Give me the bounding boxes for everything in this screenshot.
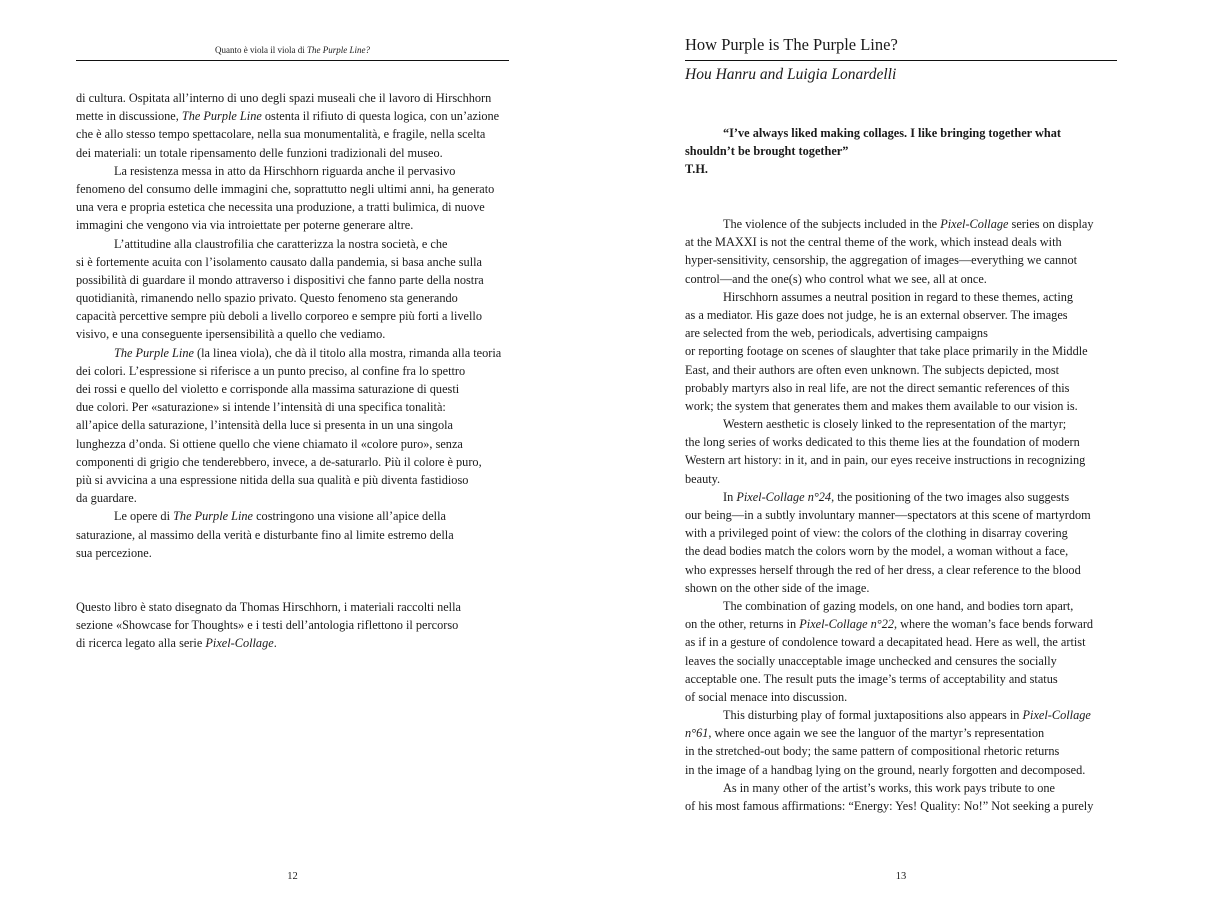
text-line <box>76 362 509 380</box>
text-segment: leaves the socially unacceptable image unchecked and censures the socially <box>685 653 1057 668</box>
text-line <box>685 488 1117 506</box>
italic-text-segment: The Purple Line <box>181 109 262 124</box>
text-line <box>685 124 1117 142</box>
running-head <box>76 45 509 55</box>
text-segment: capacità percettive sempre più deboli a livello corporeo e sempre più forti a livello <box>76 309 482 324</box>
text-line <box>685 451 1117 469</box>
italic-text-segment: The Purple Line <box>114 345 194 360</box>
text-line <box>685 561 1117 579</box>
text-line <box>685 233 1117 251</box>
text-segment: “I’ve always liked making collages. I like bringing together what <box>723 126 1061 140</box>
text-segment: sezione «Showcase for Thoughts» e i testi dell’antologia riflettono il percorso <box>76 618 459 633</box>
italic-text-segment: The Purple Line <box>173 509 254 524</box>
text-line <box>685 615 1117 633</box>
text-segment: of social menace into discussion. <box>685 689 848 704</box>
text-line <box>76 398 509 416</box>
text-segment: componenti di grigio che tenderebbero, invece, a de-saturarlo. Più il colore è puro, <box>76 454 482 469</box>
text-segment: ostenta il rifiuto di questa logica, con un’azione <box>261 109 500 124</box>
text-segment: The combination of gazing models, on one hand, and bodies torn apart, <box>723 598 1074 613</box>
text-segment: The violence of the subjects included in the <box>723 217 941 231</box>
text-line <box>76 235 509 253</box>
epigraph <box>685 124 1117 179</box>
text-line <box>685 761 1117 779</box>
text-segment: Questo libro è stato disegnato da Thomas Hirschhorn, i materiali raccolti nella <box>76 600 461 614</box>
text-line <box>76 435 509 453</box>
text-segment: who expresses herself through the red of her dress, a clear reference to the blood <box>685 562 1081 577</box>
colophon-text <box>76 598 509 653</box>
running-head-text: Quanto è viola il viola di <box>215 45 307 55</box>
italic-text-segment: n°61 <box>685 726 709 741</box>
text-segment: series on display <box>1008 217 1094 231</box>
text-segment: our being—in a subtly involuntary manner—spectators at this scene of martyrdom <box>685 508 1091 522</box>
text-line <box>76 616 509 634</box>
text-line <box>76 271 509 289</box>
text-segment: on the other, returns in <box>685 617 800 632</box>
text-segment: Le opere di <box>114 509 174 524</box>
text-segment: dei rossi e quello del violetto e corrisponde alla massima saturazione di questi <box>76 382 460 396</box>
text-segment: T.H. <box>685 162 709 177</box>
text-segment: La resistenza messa in atto da Hirschhorn riguarda anche il pervasivo <box>114 163 456 178</box>
body-text <box>685 215 1117 815</box>
text-segment: As in many other of the artist’s works, this work pays tribute to one <box>723 780 1055 795</box>
text-segment: are selected from the web, periodicals, advertising campaigns <box>685 326 988 341</box>
text-segment: di ricerca legato alla serie <box>76 636 206 651</box>
italic-text-segment: Pixel-Collage n°22 <box>799 617 894 632</box>
page-number: 12 <box>287 871 298 882</box>
text-segment: shouldn’t be brought together” <box>685 144 849 159</box>
text-line <box>685 670 1117 688</box>
text-line <box>685 579 1117 597</box>
text-segment: control—and the one(s) who control what we see, all at once. <box>685 271 987 286</box>
right-page <box>685 0 1117 912</box>
text-line <box>76 507 509 525</box>
text-segment: visivo, e una conseguente ipersensibilità a quello che vediamo. <box>76 327 386 342</box>
text-line <box>76 453 509 471</box>
text-segment: saturazione, al massimo della verità e disturbante fino al limite estremo della <box>76 527 454 542</box>
text-line <box>685 361 1117 379</box>
text-line <box>685 742 1117 760</box>
italic-text-segment: Pixel-Collage <box>205 636 274 651</box>
text-segment: East, and their authors are often even unknown. The subjects depicted, most <box>685 362 1060 377</box>
text-line <box>685 342 1117 360</box>
text-segment: possibilità di guardare il mondo attraverso i dispositivi che fanno parte della nostra <box>76 272 484 287</box>
text-line <box>685 797 1117 815</box>
text-segment: of his most famous affirmations: “Energy: Yes! Quality: No!” Not seeking a purely <box>685 799 1094 813</box>
text-segment: , the positioning of the two images also suggests <box>831 489 1070 504</box>
text-segment: probably martyrs also in real life, are not the direct semantic references of this <box>685 380 1070 395</box>
text-line <box>76 107 509 125</box>
italic-text-segment: Pixel-Collage n°24 <box>736 489 832 504</box>
text-segment: , where the woman’s face bends forward <box>894 617 1094 632</box>
text-line <box>76 380 509 398</box>
text-line <box>685 470 1117 488</box>
text-segment: beauty. <box>685 471 721 486</box>
text-segment: immagini che vengono via via introiettate per poterne generare altre. <box>76 218 414 233</box>
text-segment: This disturbing play of formal juxtapositions also appears in <box>723 708 1023 723</box>
text-line <box>685 397 1117 415</box>
text-line <box>685 542 1117 560</box>
text-line <box>76 180 509 198</box>
text-line <box>685 251 1117 269</box>
running-head-italic: The Purple Line? <box>306 45 370 55</box>
chapter-authors: Hou Hanru and Luigia Lonardelli <box>685 66 897 83</box>
text-segment: with a privileged point of view: the colors of the clothing in disarray covering <box>685 526 1068 541</box>
text-segment: In <box>723 489 737 504</box>
text-line <box>76 144 509 162</box>
text-segment: hyper-sensitivity, censorship, the aggregation of images—everything we cannot <box>685 253 1078 268</box>
text-segment: che è allo stesso tempo spettacolare, nella sua monumentalità, e fragile, nella scelta <box>76 127 486 142</box>
text-line <box>685 415 1117 433</box>
text-line <box>76 344 509 362</box>
text-line <box>685 633 1117 651</box>
text-line <box>685 597 1117 615</box>
text-line <box>685 724 1117 742</box>
text-segment: Hirschhorn assumes a neutral position in regard to these themes, acting <box>723 289 1074 304</box>
text-line <box>685 433 1117 451</box>
left-page <box>76 0 509 912</box>
text-segment: due colori. Per «saturazione» si intende l’intensità di una specifica tonalità: <box>76 400 446 415</box>
text-segment: una vera e propria estetica che necessita una produzione, a tratti bulimica, di nuove <box>76 200 485 215</box>
text-line <box>76 289 509 307</box>
text-segment: dei materiali: un totale ripensamento delle funzioni tradizionali del museo. <box>76 145 443 160</box>
text-line <box>76 471 509 489</box>
text-segment: sua percezione. <box>76 545 152 560</box>
text-segment: work; the system that generates them and makes them available to our vision is. <box>685 398 1078 413</box>
italic-text-segment: Pixel-Collage <box>940 217 1009 231</box>
text-line <box>76 89 509 107</box>
text-segment: mette in discussione, <box>76 109 182 124</box>
text-line <box>685 506 1117 524</box>
text-line <box>76 198 509 216</box>
text-line <box>76 307 509 325</box>
chapter-title: How Purple is The Purple Line? <box>685 35 898 54</box>
text-line <box>685 142 1117 160</box>
text-segment: as a mediator. His gaze does not judge, he is an external observer. The images <box>685 307 1068 322</box>
page-number: 13 <box>895 871 907 882</box>
text-segment: the long series of works dedicated to this theme lies at the foundation of modern <box>685 435 1080 450</box>
text-line <box>685 215 1117 233</box>
text-line <box>685 324 1117 342</box>
text-line <box>76 253 509 271</box>
text-segment: as if in a gesture of condolence toward a decapitated head. Here as well, the artist <box>685 635 1086 650</box>
text-segment: più si avvicina a una espressione nitida della sua qualità e più diventa fastidioso <box>76 472 469 487</box>
text-line <box>685 706 1117 724</box>
text-segment: Western art history: in it, and in pain, our eyes receive instructions in recognizing <box>685 453 1086 468</box>
body-text <box>76 89 509 562</box>
text-segment: , where once again we see the languor of the martyr’s representation <box>708 726 1045 741</box>
text-line <box>685 306 1117 324</box>
text-segment: in the stretched-out body; the same pattern of compositional rhetoric returns <box>685 744 1060 759</box>
text-line <box>76 162 509 180</box>
text-line <box>76 526 509 544</box>
text-line <box>76 544 509 562</box>
text-segment: at the MAXXI is not the central theme of the work, which instead deals with <box>685 235 1062 250</box>
italic-text-segment: Pixel-Collage <box>1022 708 1091 723</box>
title-rule <box>685 60 1117 61</box>
text-line <box>76 125 509 143</box>
text-segment: in the image of a handbag lying on the ground, nearly forgotten and decomposed. <box>685 762 1086 777</box>
text-line <box>685 524 1117 542</box>
text-segment: shown on the other side of the image. <box>685 580 870 595</box>
text-segment: da guardare. <box>76 491 137 506</box>
text-segment: si è fortemente acuita con l’isolamento causato dalla pandemia, si basa anche sulla <box>76 254 482 269</box>
text-segment: or reporting footage on scenes of slaughter that take place primarily in the Middle <box>685 344 1088 359</box>
text-segment: all’apice della saturazione, l’intensità della luce si presenta in un una singola <box>76 418 453 433</box>
text-line <box>76 489 509 507</box>
text-segment: di cultura. Ospitata all’interno di uno degli spazi museali che il lavoro di Hirschhorn <box>76 91 492 105</box>
text-segment: quotidianità, rimanendo nello spazio privato. Questo fenomeno sta generando <box>76 291 458 306</box>
text-segment: acceptable one. The result puts the image’s terms of acceptability and status <box>685 671 1058 686</box>
text-line <box>76 416 509 434</box>
text-line <box>685 288 1117 306</box>
header-rule <box>76 60 509 61</box>
text-line <box>76 598 509 616</box>
text-line <box>76 216 509 234</box>
text-segment: (la linea viola), che dà il titolo alla mostra, rimanda alla teoria <box>193 345 502 360</box>
text-line <box>685 688 1117 706</box>
text-line <box>685 270 1117 288</box>
text-segment: . <box>273 636 277 651</box>
text-line <box>685 160 1117 178</box>
text-segment: lunghezza d’onda. Si ottiene quello che viene chiamato il «colore puro», senza <box>76 436 463 451</box>
text-line <box>685 779 1117 797</box>
text-segment: dei colori. L’espressione si riferisce a un punto preciso, al confine fra lo spettro <box>76 363 466 378</box>
text-line <box>685 379 1117 397</box>
text-segment: L’attitudine alla claustrofilia che caratterizza la nostra società, e che <box>114 236 448 251</box>
text-segment: Western aesthetic is closely linked to the representation of the martyr; <box>723 417 1067 432</box>
text-segment: costringono una visione all’apice della <box>253 509 446 524</box>
text-segment: fenomeno del consumo delle immagini che, soprattutto negli ultimi anni, ha generato <box>76 181 495 196</box>
text-line <box>685 652 1117 670</box>
text-line <box>76 634 509 652</box>
text-segment: the dead bodies match the colors worn by the model, a woman without a face, <box>685 544 1069 559</box>
text-line <box>76 325 509 343</box>
